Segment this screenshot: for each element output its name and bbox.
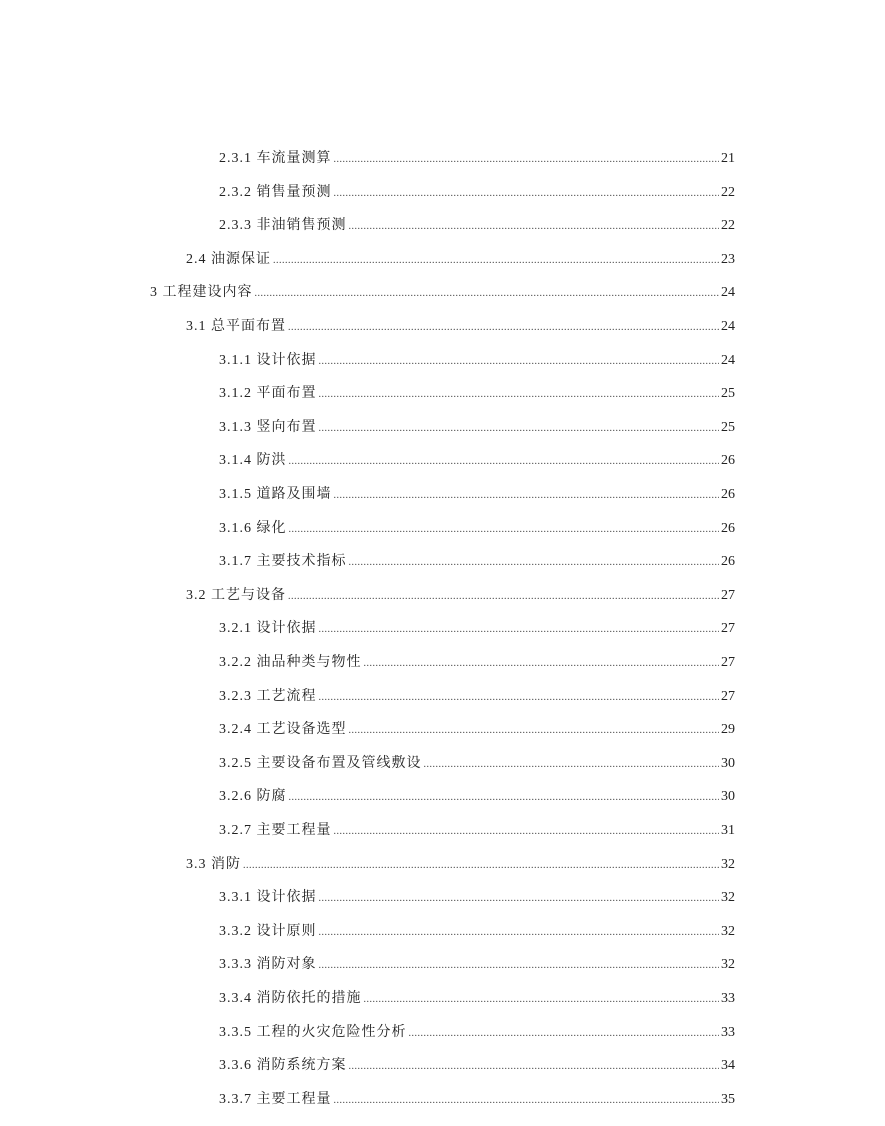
toc-entry[interactable] xyxy=(186,317,735,337)
toc-entry-title: 3.3.7 主要工程量 xyxy=(219,1091,332,1107)
toc-page-number: 30 xyxy=(721,789,735,805)
toc-entry[interactable] xyxy=(219,519,735,539)
toc-entry[interactable] xyxy=(186,586,735,606)
toc-leader-dots xyxy=(334,822,720,842)
toc-entry[interactable] xyxy=(219,955,735,975)
toc-page-number: 32 xyxy=(721,957,735,973)
toc-entry-title: 2.3.1 车流量测算 xyxy=(219,151,332,166)
toc-page-number: 21 xyxy=(721,151,735,166)
toc-page-number: 29 xyxy=(721,722,735,738)
toc-entry-title: 3.1.4 防洪 xyxy=(219,453,287,469)
toc-entry[interactable] xyxy=(219,216,735,236)
toc-entry-title: 3.1.7 主要技术指标 xyxy=(219,554,347,570)
toc-entry[interactable] xyxy=(219,720,735,740)
toc-leader-dots xyxy=(289,452,720,472)
toc-leader-dots xyxy=(273,251,719,271)
toc-leader-dots xyxy=(319,889,720,909)
toc-entry[interactable] xyxy=(186,855,735,875)
toc-entry[interactable] xyxy=(219,451,735,471)
toc-page-number: 24 xyxy=(721,352,735,368)
toc-leader-dots xyxy=(334,150,720,170)
toc-entry-title: 3.1.1 设计依据 xyxy=(219,352,317,368)
toc-entry-title: 3.1.5 道路及围墙 xyxy=(219,487,332,502)
toc-entry-title: 2.4 油源保证 xyxy=(186,251,271,267)
toc-page-number: 34 xyxy=(721,1058,735,1074)
toc-leader-dots xyxy=(255,284,720,304)
toc-page-number: 32 xyxy=(721,856,735,872)
toc-entry-title: 2.3.3 非油销售预测 xyxy=(219,218,347,234)
toc-page-number: 31 xyxy=(721,823,735,838)
toc-leader-dots xyxy=(334,1091,720,1111)
toc-entry-title: 3.2.6 防腐 xyxy=(219,789,287,805)
toc-page-number: 33 xyxy=(721,1024,735,1040)
toc-entry[interactable] xyxy=(219,653,735,673)
toc-entry[interactable] xyxy=(219,754,735,774)
toc-entry-title: 3.1.2 平面布置 xyxy=(219,386,317,402)
toc-leader-dots xyxy=(349,217,720,237)
toc-page-number: 32 xyxy=(721,923,735,939)
toc-page-number: 27 xyxy=(721,587,735,603)
toc-leader-dots xyxy=(409,1024,720,1044)
toc-leader-dots xyxy=(364,654,720,674)
toc-entry-title: 3.1.6 绿化 xyxy=(219,520,287,536)
toc-page-number: 26 xyxy=(721,453,735,469)
toc-page-number: 25 xyxy=(721,386,735,402)
toc-entry-title: 3.2.5 主要设备布置及管线敷设 xyxy=(219,755,422,771)
toc-page-number: 24 xyxy=(721,319,735,334)
toc-entry[interactable] xyxy=(219,989,735,1009)
toc-entry[interactable] xyxy=(219,149,735,169)
toc-leader-dots xyxy=(243,856,719,876)
toc-leader-dots xyxy=(349,1057,720,1077)
toc-page-number: 26 xyxy=(721,554,735,570)
toc-entry[interactable] xyxy=(150,283,735,303)
toc-entry[interactable] xyxy=(219,183,735,203)
toc-entry-title: 3.3.4 消防依托的措施 xyxy=(219,991,362,1006)
toc-entry[interactable] xyxy=(219,552,735,572)
toc-entry[interactable] xyxy=(219,787,735,807)
toc-entry-title: 3.2.2 油品种类与物性 xyxy=(219,655,362,670)
toc-entry[interactable] xyxy=(219,1023,735,1043)
toc-entry-title: 3.2.4 工艺设备选型 xyxy=(219,722,347,738)
toc-entry[interactable] xyxy=(219,485,735,505)
toc-entry[interactable] xyxy=(219,821,735,841)
toc-page-number: 25 xyxy=(721,419,735,435)
toc-leader-dots xyxy=(319,385,720,405)
toc-page-number: 32 xyxy=(721,890,735,906)
toc-entry-title: 3.2.7 主要工程量 xyxy=(219,823,332,838)
toc-entry[interactable] xyxy=(219,619,735,639)
toc-page-number: 22 xyxy=(721,218,735,234)
toc-page-number: 26 xyxy=(721,520,735,536)
toc-leader-dots xyxy=(334,184,720,204)
toc-leader-dots xyxy=(364,990,720,1010)
toc-page-number: 26 xyxy=(721,487,735,502)
toc-entry-title: 3.1 总平面布置 xyxy=(186,319,286,334)
toc-leader-dots xyxy=(319,688,720,708)
toc-entry-title: 3.3 消防 xyxy=(186,856,241,872)
toc-page-number: 33 xyxy=(721,991,735,1006)
toc-entry[interactable] xyxy=(219,888,735,908)
toc-entry-title: 3.3.6 消防系统方案 xyxy=(219,1058,347,1074)
toc-leader-dots xyxy=(288,318,719,338)
toc-leader-dots xyxy=(289,520,720,540)
toc-entry[interactable] xyxy=(219,687,735,707)
toc-entry-title: 3.2 工艺与设备 xyxy=(186,587,286,603)
toc-entry-title: 3.2.1 设计依据 xyxy=(219,621,317,637)
toc-entry[interactable] xyxy=(219,1090,735,1110)
toc-entry-title: 3.3.1 设计依据 xyxy=(219,890,317,906)
toc-leader-dots xyxy=(424,755,720,775)
toc-entry-title: 2.3.2 销售量预测 xyxy=(219,184,332,200)
toc-page-number: 27 xyxy=(721,621,735,637)
toc-page-number: 22 xyxy=(721,184,735,200)
toc-leader-dots xyxy=(349,553,720,573)
toc-page-number: 24 xyxy=(721,285,735,301)
toc-leader-dots xyxy=(334,486,720,506)
toc-page-number: 35 xyxy=(721,1091,735,1107)
toc-leader-dots xyxy=(288,587,719,607)
toc-entry[interactable] xyxy=(219,1056,735,1076)
toc-leader-dots xyxy=(319,620,720,640)
toc-page-number: 27 xyxy=(721,655,735,670)
toc-entry-title: 3.1.3 竖向布置 xyxy=(219,419,317,435)
toc-leader-dots xyxy=(349,721,720,741)
toc-entry-title: 3.3.3 消防对象 xyxy=(219,957,317,973)
toc-page-number: 23 xyxy=(721,251,735,267)
toc-entry[interactable] xyxy=(219,418,735,438)
toc-leader-dots xyxy=(319,956,720,976)
toc-entry-title: 3.2.3 工艺流程 xyxy=(219,688,317,704)
toc-entry[interactable] xyxy=(219,922,735,942)
toc-leader-dots xyxy=(319,923,720,943)
toc-entry-title: 3.3.2 设计原则 xyxy=(219,923,317,939)
toc-page-number: 27 xyxy=(721,688,735,704)
toc-leader-dots xyxy=(289,788,720,808)
toc-entry[interactable] xyxy=(186,250,735,270)
toc-leader-dots xyxy=(319,419,720,439)
toc-page-number: 30 xyxy=(721,755,735,771)
toc-entry[interactable] xyxy=(219,351,735,371)
toc-leader-dots xyxy=(319,352,720,372)
toc-entry[interactable] xyxy=(219,384,735,404)
toc-entry-title: 3 工程建设内容 xyxy=(150,285,253,301)
toc-entry-title: 3.3.5 工程的火灾危险性分析 xyxy=(219,1024,407,1040)
